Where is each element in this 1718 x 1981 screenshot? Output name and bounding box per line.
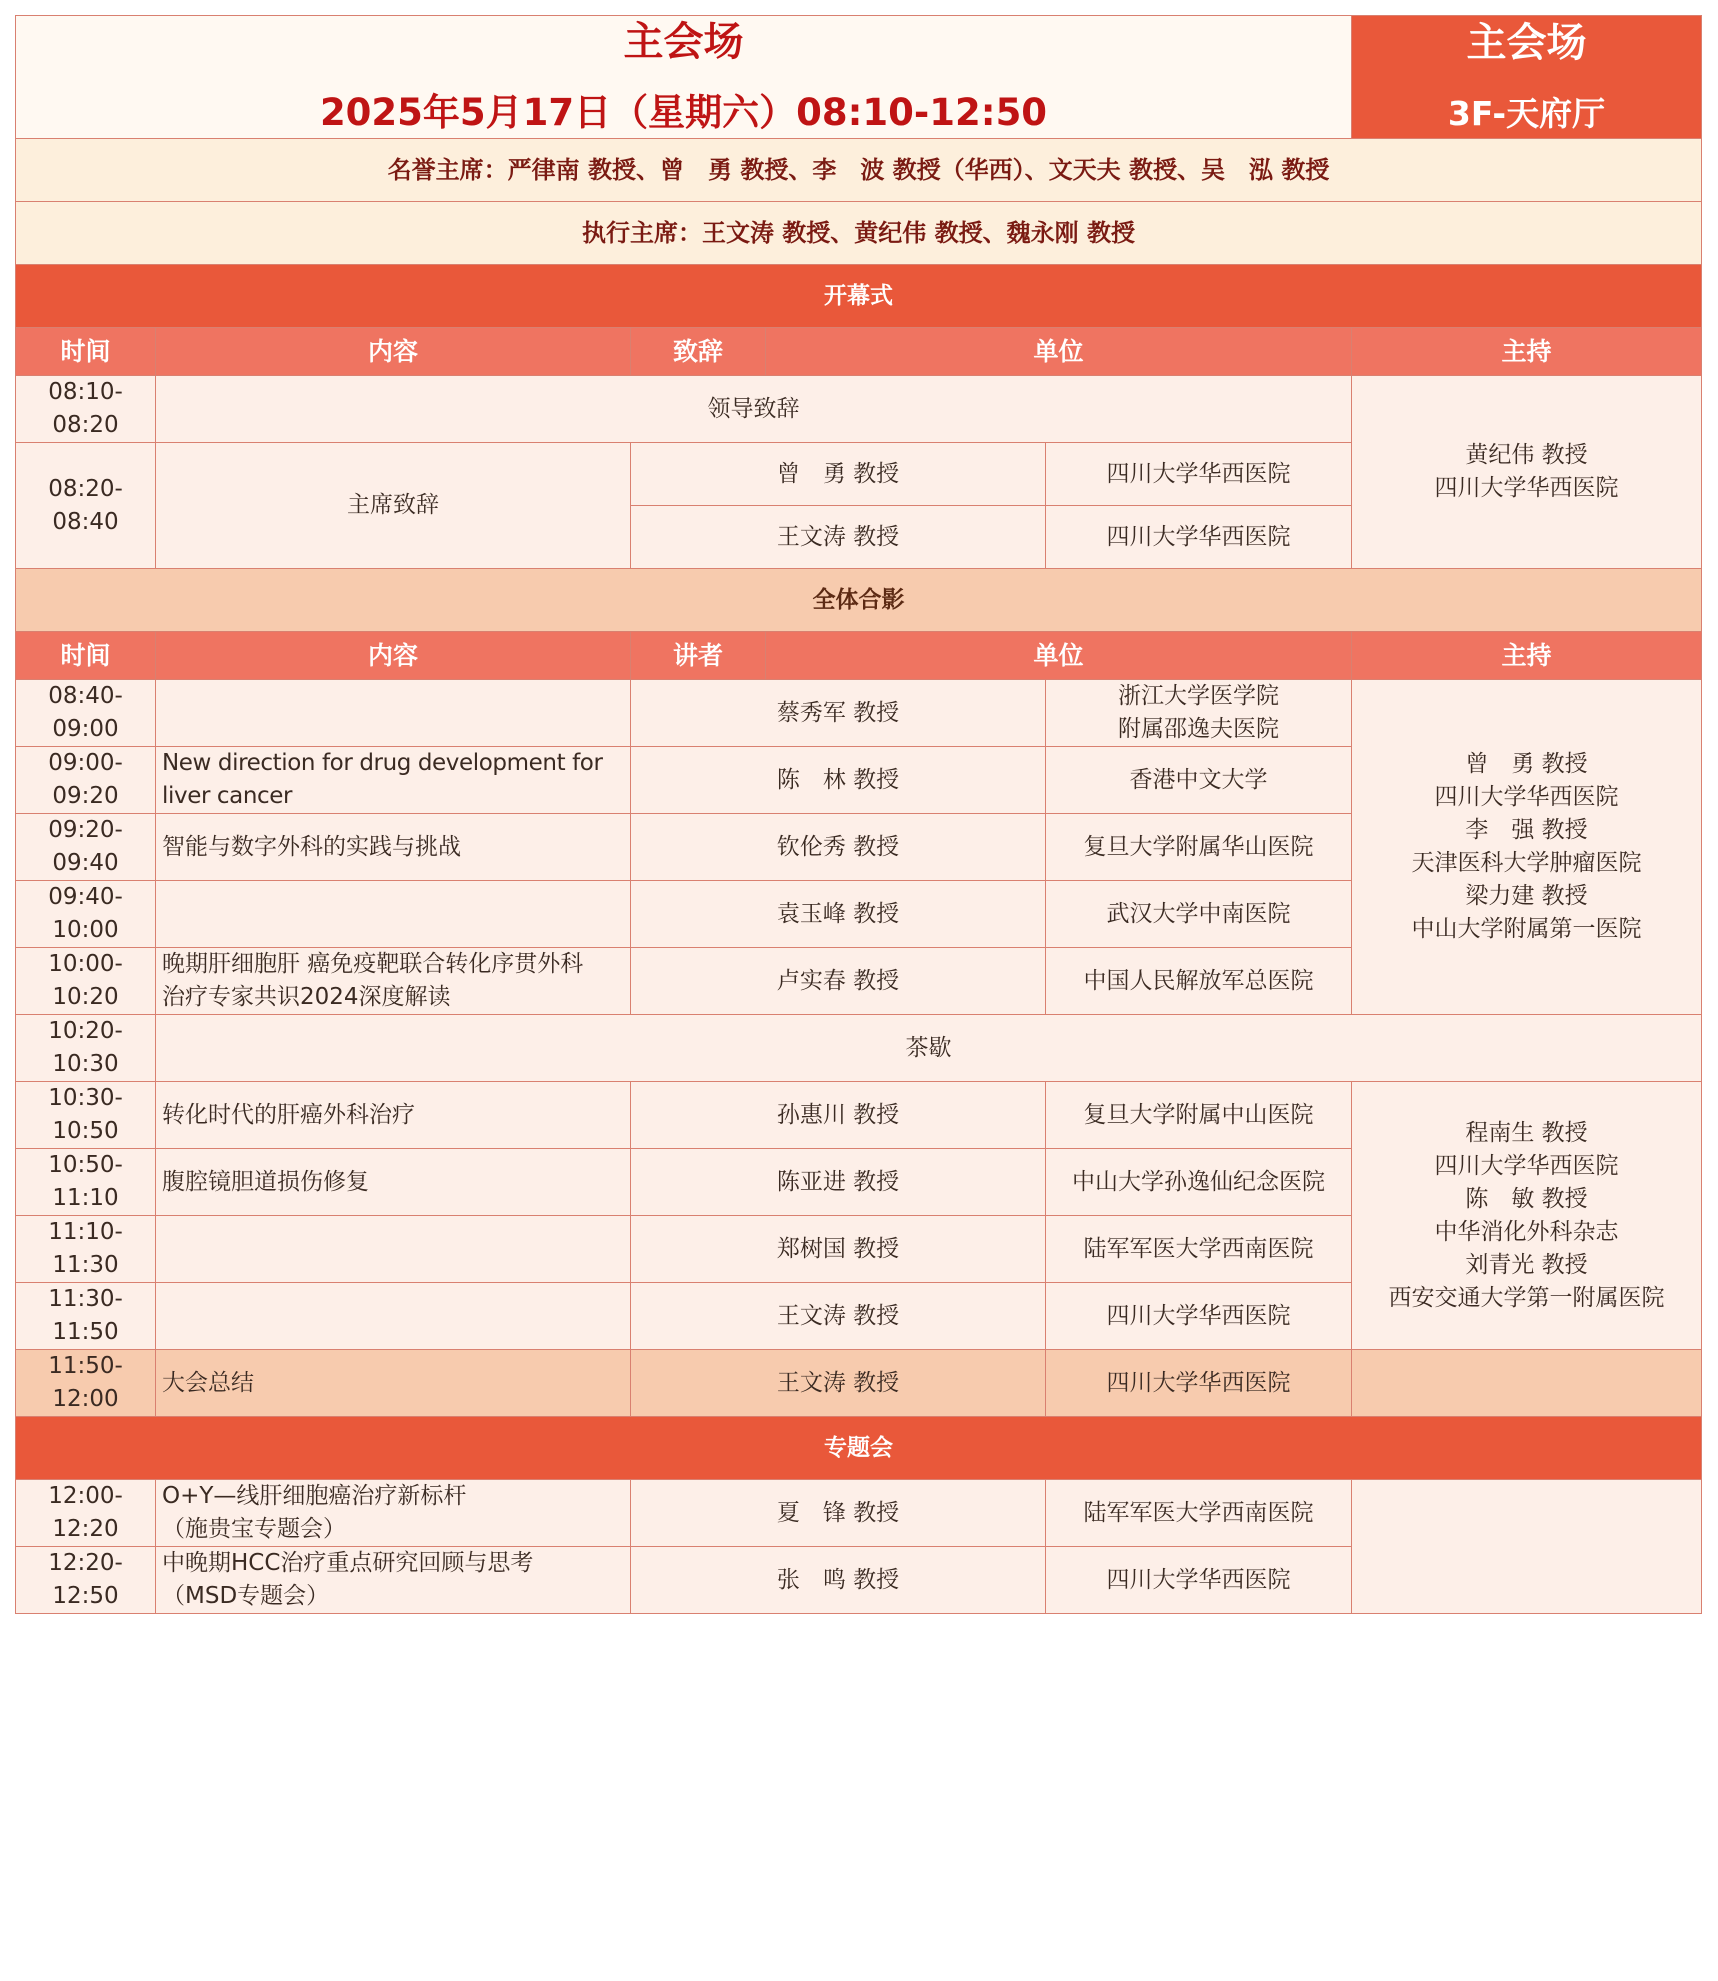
row-content	[156, 1216, 631, 1283]
row-content: 智能与数字外科的实践与挑战	[156, 814, 631, 881]
row-content	[156, 680, 631, 747]
block2-host: 程南生 教授 四川大学华西医院 陈 敏 教授 中华消化外科杂志 刘青光 教授 西安交通大学第一附属医院	[1352, 1082, 1702, 1350]
row-time: 10:30-10:50	[16, 1082, 156, 1149]
section-opening-row	[16, 265, 1702, 328]
opening-column-headers	[16, 328, 1702, 376]
executive-chairs: 执行主席：王文涛 教授、黄纪伟 教授、魏永刚 教授	[16, 202, 1702, 265]
col-header-time: 时间	[16, 328, 156, 376]
row-time: 09:20-09:40	[16, 814, 156, 881]
row-time: 10:50-11:10	[16, 1149, 156, 1216]
row-time: 09:00-09:20	[16, 747, 156, 814]
row-content	[156, 1283, 631, 1350]
row-org: 中国人民解放军总医院	[1046, 948, 1352, 1015]
row-content: New direction for drug development for liver cancer	[156, 747, 631, 814]
venue-cell	[1352, 16, 1702, 139]
row-content: 大会总结	[156, 1350, 631, 1417]
opening-host: 黄纪伟 教授 四川大学华西医院	[1352, 376, 1702, 569]
row-time: 12:20-12:50	[16, 1547, 156, 1614]
row-time: 08:10-08:20	[16, 376, 156, 443]
row-org: 四川大学华西医院	[1046, 1283, 1352, 1350]
row-speaker: 郑树国 教授	[631, 1216, 1046, 1283]
row-content: 转化时代的肝癌外科治疗	[156, 1082, 631, 1149]
row-org: 四川大学华西医院	[1046, 1547, 1352, 1614]
row-content: 中晚期HCC治疗重点研究回顾与思考 （MSD专题会）	[156, 1547, 631, 1614]
venue-title: 主会场	[1466, 20, 1587, 66]
col-header-speaker: 讲者	[631, 632, 766, 680]
row-content: 领导致辞	[156, 376, 1352, 443]
row-time: 08:40-09:00	[16, 680, 156, 747]
col-header-time: 时间	[16, 632, 156, 680]
row-speaker: 蔡秀军 教授	[631, 680, 1046, 747]
row-speaker: 陈 林 教授	[631, 747, 1046, 814]
row-time: 11:50-12:00	[16, 1350, 156, 1417]
row-speaker: 卢实春 教授	[631, 948, 1046, 1015]
row-time: 12:00-12:20	[16, 1480, 156, 1547]
row-content: 晚期肝细胞肝 癌免疫靶联合转化序贯外科 治疗专家共识2024深度解读	[156, 948, 631, 1015]
header-title-cell	[16, 16, 1352, 139]
table-row	[16, 680, 1702, 747]
block1-host: 曾 勇 教授 四川大学华西医院 李 强 教授 天津医科大学肿瘤医院 梁力建 教授 中山大学附属第一医院	[1352, 680, 1702, 1015]
row-org: 复旦大学附属中山医院	[1046, 1082, 1352, 1149]
row-speaker: 钦伦秀 教授	[631, 814, 1046, 881]
row-speaker: 陈亚进 教授	[631, 1149, 1046, 1216]
row-content	[156, 881, 631, 948]
row-org: 香港中文大学	[1046, 747, 1352, 814]
page-title: 主会场	[623, 19, 744, 65]
row-org: 四川大学华西医院	[1046, 443, 1352, 506]
row-org: 陆军军医大学西南医院	[1046, 1216, 1352, 1283]
honorary-chair-row	[16, 139, 1702, 202]
venue-room: 3F-天府厅	[1447, 94, 1606, 133]
row-speaker: 王文涛 教授	[631, 1283, 1046, 1350]
row-time: 09:40-10:00	[16, 881, 156, 948]
row-content: O+Y—线肝细胞癌治疗新标杆 （施贵宝专题会）	[156, 1480, 631, 1547]
row-time: 08:20-08:40	[16, 443, 156, 569]
col-header-content: 内容	[156, 328, 631, 376]
tea-break-label: 茶歇	[156, 1015, 1702, 1082]
schedule-sheet	[15, 15, 1701, 1614]
summary-host-empty	[1352, 1350, 1702, 1417]
table-row	[16, 1480, 1702, 1547]
executive-chair-row	[16, 202, 1702, 265]
honorary-chairs: 名誉主席：严律南 教授、曾 勇 教授、李 波 教授（华西）、文天夫 教授、吴 泓 教授	[16, 139, 1702, 202]
row-speaker: 夏 锋 教授	[631, 1480, 1046, 1547]
row-time: 10:00-10:20	[16, 948, 156, 1015]
col-header-host: 主持	[1352, 632, 1702, 680]
row-content: 主席致辞	[156, 443, 631, 569]
row-time: 11:30-11:50	[16, 1283, 156, 1350]
table-row	[16, 1082, 1702, 1149]
table-row	[16, 376, 1702, 443]
row-time: 10:20-10:30	[16, 1015, 156, 1082]
row-speaker: 王文涛 教授	[631, 506, 1046, 569]
row-content: 腹腔镜胆道损伤修复	[156, 1149, 631, 1216]
col-header-speech: 致辞	[631, 328, 766, 376]
col-header-host: 主持	[1352, 328, 1702, 376]
row-org: 四川大学华西医院	[1046, 1350, 1352, 1417]
row-org: 复旦大学附属华山医院	[1046, 814, 1352, 881]
section-title-symposium: 专题会	[16, 1417, 1702, 1480]
section-title-opening: 开幕式	[16, 265, 1702, 328]
row-speaker: 孙惠川 教授	[631, 1082, 1046, 1149]
session-date: 2025年5月17日（星期六）08:10-12:50	[319, 91, 1048, 134]
col-header-org: 单位	[766, 632, 1352, 680]
row-time: 11:10-11:30	[16, 1216, 156, 1283]
row-speaker: 张 鸣 教授	[631, 1547, 1046, 1614]
row-speaker: 曾 勇 教授	[631, 443, 1046, 506]
row-org: 中山大学孙逸仙纪念医院	[1046, 1149, 1352, 1216]
symposium-host-empty	[1352, 1480, 1702, 1614]
row-org: 陆军军医大学西南医院	[1046, 1480, 1352, 1547]
col-header-content: 内容	[156, 632, 631, 680]
row-speaker: 袁玉峰 教授	[631, 881, 1046, 948]
tea-break-row	[16, 1015, 1702, 1082]
row-org: 四川大学华西医院	[1046, 506, 1352, 569]
summary-row	[16, 1350, 1702, 1417]
row-org: 浙江大学医学院 附属邵逸夫医院	[1046, 680, 1352, 747]
col-header-org: 单位	[766, 328, 1352, 376]
section-title-photo: 全体合影	[16, 569, 1702, 632]
row-speaker: 王文涛 教授	[631, 1350, 1046, 1417]
row-org: 武汉大学中南医院	[1046, 881, 1352, 948]
header-row	[16, 16, 1702, 139]
section-photo-row	[16, 569, 1702, 632]
section-symposium-row	[16, 1417, 1702, 1480]
schedule-table	[15, 15, 1702, 1614]
main-column-headers	[16, 632, 1702, 680]
